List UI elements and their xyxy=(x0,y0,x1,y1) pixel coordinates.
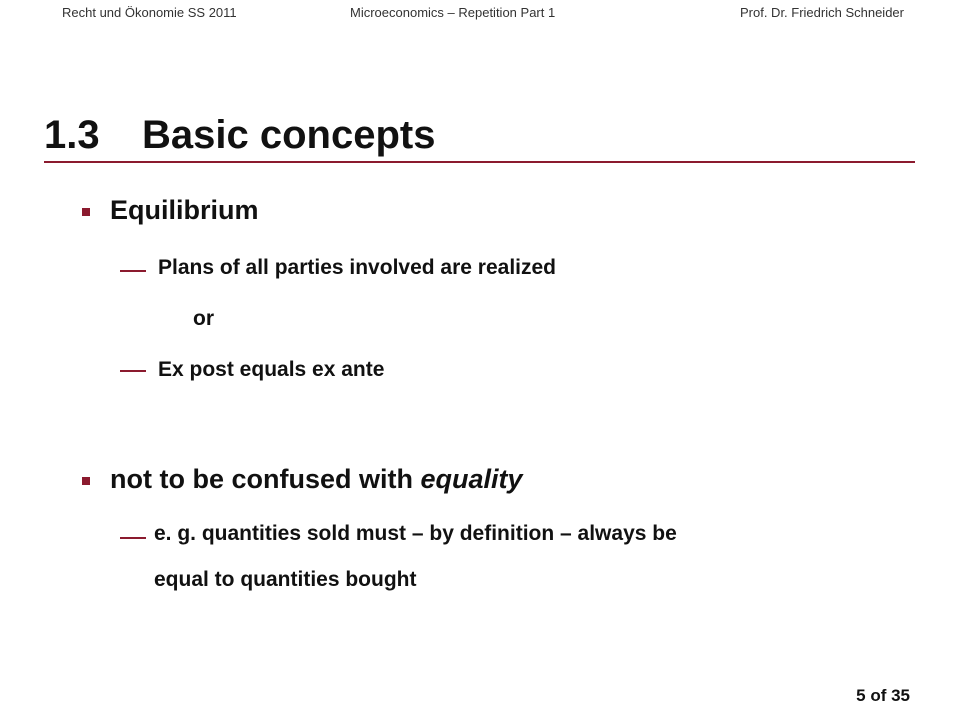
bullet-equilibrium: Equilibrium xyxy=(110,195,259,225)
slide-title-number: 1.3 xyxy=(44,113,100,157)
sub-item-ex-post: Ex post equals ex ante xyxy=(158,358,385,381)
slide-title-text: Basic concepts xyxy=(142,113,436,157)
bullet-square-icon xyxy=(82,477,90,485)
title-divider xyxy=(44,161,915,163)
bullet-not-equality xyxy=(110,464,523,495)
header-course-title: Recht und Ökonomie SS 2011 xyxy=(62,5,237,20)
slide-title xyxy=(44,107,435,163)
dash-icon xyxy=(120,537,146,539)
bullet-square-icon xyxy=(82,208,90,216)
bullet-equality-emphasis: equality xyxy=(420,464,523,494)
dash-icon xyxy=(120,370,146,372)
page-number: 5 of 35 xyxy=(856,686,910,705)
connector-or: or xyxy=(193,307,214,330)
bullet-not-equality-text: not to be confused with xyxy=(110,464,421,494)
dash-icon xyxy=(120,270,146,272)
sub-item-quantities-line1: e. g. quantities sold must – by definition – always be xyxy=(154,522,677,545)
header-author: Prof. Dr. Friedrich Schneider xyxy=(739,5,904,20)
sub-item-quantities-line2: equal to quantities bought xyxy=(154,568,417,591)
sub-item-plans: Plans of all parties involved are realized xyxy=(158,256,556,279)
header-lecture-title: Microeconomics – Repetition Part 1 xyxy=(350,5,556,20)
